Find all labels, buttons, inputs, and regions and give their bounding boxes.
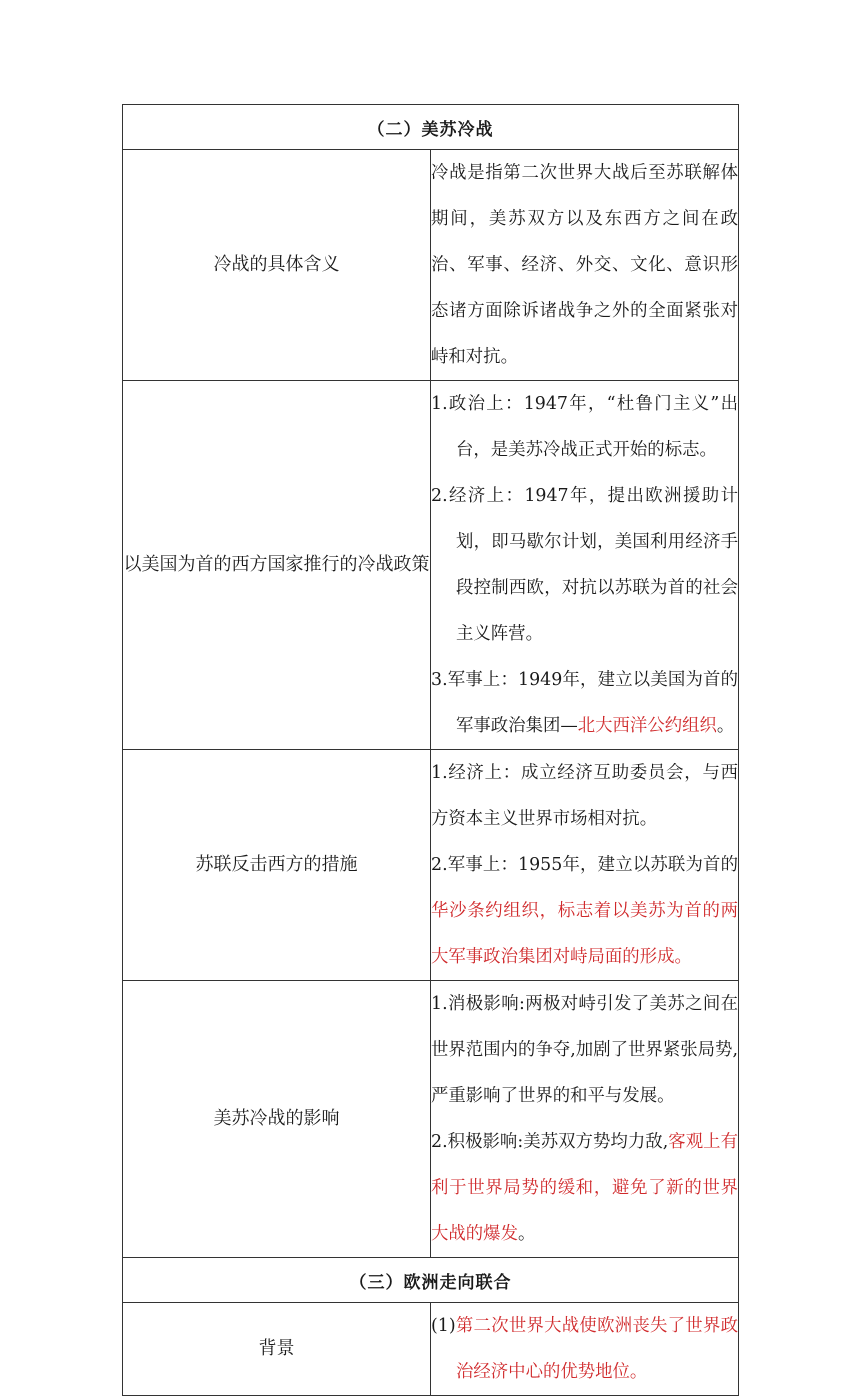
highlighted-text: 客观上有利于世界局势的缓和，避免了新的世界大战的爆发 — [431, 1132, 738, 1244]
highlighted-text: 北大西洋公约组织 — [577, 716, 717, 736]
row-label-us-policy: 以美国为首的西方国家推行的冷战政策 — [123, 381, 431, 750]
list-item — [431, 750, 738, 842]
history-notes-table — [122, 104, 739, 1396]
highlighted-text: 华沙条约组织，标志着以美苏为首的两大军事政治集团对峙局面的形成。 — [431, 901, 738, 967]
item-text: 2.军事上：1955年，建立以苏联为首的 — [431, 855, 738, 875]
list-item — [431, 381, 738, 473]
item-text: 2.积极影响:美苏双方势均力敌, — [431, 1132, 669, 1152]
table-row — [123, 1303, 739, 1396]
item-text: 。 — [716, 716, 735, 736]
item-text: 2.经济上：1947年，提出欧洲援助计划，即马歇尔计划，美国利用经济手段控制西欧，对抗以苏联为首的社会主义阵营。 — [431, 486, 738, 644]
row-label-definition: 冷战的具体含义 — [123, 150, 431, 381]
list-item — [431, 981, 738, 1119]
list-item — [431, 842, 738, 980]
list-item — [431, 473, 738, 657]
row-content-soviet-response — [431, 750, 739, 981]
row-label-soviet-response: 苏联反击西方的措施 — [123, 750, 431, 981]
row-content-definition — [431, 150, 739, 381]
list-item — [431, 1303, 738, 1395]
row-label-background: 背景 — [123, 1303, 431, 1396]
item-text: 。 — [517, 1224, 536, 1244]
list-item — [431, 1119, 738, 1257]
item-text: 3.军事上：1949年，建立以美国为首的军事政治集团— — [431, 670, 738, 736]
section-header-row — [123, 105, 739, 150]
item-text: 1.消极影响:两极对峙引发了美苏之间在世界范围内的争夺,加剧了世界紧张局势,严重影响了世界的和平与发展。 — [431, 994, 738, 1106]
section-heading-cold-war: （二）美苏冷战 — [123, 105, 739, 150]
item-text: (1) — [431, 1316, 456, 1336]
row-content-background — [431, 1303, 739, 1396]
section-header-row — [123, 1258, 739, 1303]
section-heading-european-union: （三）欧洲走向联合 — [123, 1258, 739, 1303]
item-text: 1.政治上：1947年，“杜鲁门主义”出台，是美苏冷战正式开始的标志。 — [431, 394, 738, 460]
definition-text: 冷战是指第二次世界大战后至苏联解体期间，美苏双方以及东西方之间在政治、军事、经济、外交、文化、意识形态诸方面除诉诸战争之外的全面紧张对峙和对抗。 — [431, 163, 738, 367]
table-row — [123, 381, 739, 750]
list-item — [431, 657, 738, 749]
row-content-us-policy — [431, 381, 739, 750]
item-text: 1.经济上：成立经济互助委员会，与西方资本主义世界市场相对抗。 — [431, 763, 738, 829]
highlighted-text: 第二次世界大战使欧洲丧失了世界政治经济中心的优势地位。 — [455, 1316, 738, 1382]
table-row — [123, 150, 739, 381]
table-row — [123, 750, 739, 981]
row-label-impact: 美苏冷战的影响 — [123, 981, 431, 1258]
